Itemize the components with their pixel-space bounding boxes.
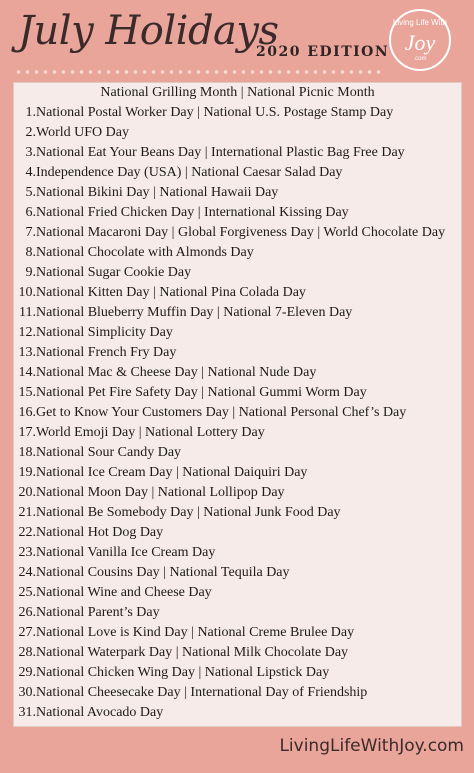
list-item <box>14 303 461 323</box>
list-item <box>14 323 461 343</box>
day-holidays: National Hot Dog Day <box>36 525 164 540</box>
day-number: 8. <box>25 245 36 260</box>
list-item <box>14 143 461 163</box>
day-holidays: Get to Know Your Customers Day | National Personal Chef’s Day <box>36 405 407 420</box>
edition-label: 2020 EDITION <box>256 44 390 60</box>
day-holidays: National Chocolate with Almonds Day <box>36 245 254 260</box>
logo-top-text: Living Life With <box>392 18 448 27</box>
day-number: 5. <box>25 185 36 200</box>
logo-sub-text: .com <box>413 56 427 62</box>
list-item <box>14 223 461 243</box>
day-holidays: National Ice Cream Day | National Daiquiri Day <box>36 465 308 480</box>
list-item <box>14 703 461 723</box>
day-number: 15. <box>18 385 36 400</box>
day-holidays: World Emoji Day | National Lottery Day <box>36 425 265 440</box>
list-item <box>14 623 461 643</box>
day-holidays: National Fried Chicken Day | International Kissing Day <box>36 205 349 220</box>
holiday-list <box>14 103 461 723</box>
day-number: 13. <box>18 345 36 360</box>
list-item <box>14 663 461 683</box>
dotted-divider <box>14 69 386 75</box>
day-number: 30. <box>18 685 36 700</box>
day-number: 6. <box>25 205 36 220</box>
list-item <box>14 583 461 603</box>
list-item <box>14 603 461 623</box>
day-number: 20. <box>18 485 36 500</box>
list-item <box>14 103 461 123</box>
day-number: 11. <box>19 305 36 320</box>
day-holidays: National Pet Fire Safety Day | National Gummi Worm Day <box>36 385 367 400</box>
day-number: 2. <box>25 125 36 140</box>
list-item <box>14 263 461 283</box>
day-number: 26. <box>18 605 36 620</box>
day-holidays: National Macaroni Day | Global Forgiveness Day | World Chocolate Day <box>36 225 446 240</box>
day-holidays: National Mac & Cheese Day | National Nude Day <box>36 365 317 380</box>
day-number: 17. <box>18 425 36 440</box>
day-holidays: National Bikini Day | National Hawaii Day <box>36 185 279 200</box>
day-holidays: National Chicken Wing Day | National Lipstick Day <box>36 665 330 680</box>
list-item <box>14 563 461 583</box>
day-holidays: National Avocado Day <box>36 705 164 720</box>
day-number: 3. <box>25 145 36 160</box>
list-item <box>14 683 461 703</box>
day-number: 14. <box>18 365 36 380</box>
list-item <box>14 123 461 143</box>
day-holidays: National Wine and Cheese Day <box>36 585 212 600</box>
day-holidays: National Vanilla Ice Cream Day <box>36 545 216 560</box>
list-item <box>14 183 461 203</box>
day-number: 12. <box>18 325 36 340</box>
list-item <box>14 523 461 543</box>
list-item <box>14 503 461 523</box>
day-holidays: National Kitten Day | National Pina Colada Day <box>36 285 306 300</box>
day-holidays: National Cheesecake Day | International Day of Friendship <box>36 685 368 700</box>
list-item <box>14 203 461 223</box>
list-item <box>14 343 461 363</box>
site-logo <box>389 9 451 71</box>
day-number: 31. <box>18 705 36 720</box>
day-holidays: National Waterpark Day | National Milk Chocolate Day <box>36 645 349 660</box>
day-number: 28. <box>18 645 36 660</box>
day-number: 29. <box>18 665 36 680</box>
day-holidays: National Simplicity Day <box>36 325 173 340</box>
day-holidays: National Sugar Cookie Day <box>36 265 192 280</box>
day-number: 18. <box>18 445 36 460</box>
day-number: 16. <box>18 405 36 420</box>
monthly-observances: National Grilling Month | National Picnic Month <box>100 85 375 100</box>
day-holidays: National Blueberry Muffin Day | National 7-Eleven Day <box>36 305 353 320</box>
header <box>0 0 474 82</box>
day-holidays: National Be Somebody Day | National Junk Food Day <box>36 505 341 520</box>
day-holidays: National Cousins Day | National Tequila Day <box>36 565 290 580</box>
list-item <box>14 463 461 483</box>
holiday-list-panel <box>13 82 462 727</box>
list-item <box>14 403 461 423</box>
day-number: 24. <box>18 565 36 580</box>
day-number: 27. <box>18 625 36 640</box>
day-holidays: National Sour Candy Day <box>36 445 182 460</box>
list-item <box>14 243 461 263</box>
list-item <box>14 643 461 663</box>
list-item <box>14 483 461 503</box>
day-holidays: National Eat Your Beans Day | International Plastic Bag Free Day <box>36 145 405 160</box>
list-item <box>14 543 461 563</box>
day-number: 23. <box>18 545 36 560</box>
day-number: 10. <box>18 285 36 300</box>
page-title: July Holidays <box>18 8 279 54</box>
list-item <box>14 163 461 183</box>
day-number: 1. <box>25 105 36 120</box>
list-item <box>14 443 461 463</box>
day-number: 4. <box>25 165 36 180</box>
list-item <box>14 423 461 443</box>
day-holidays: National Love is Kind Day | National Creme Brulee Day <box>36 625 355 640</box>
day-holidays: World UFO Day <box>36 125 129 140</box>
day-number: 19. <box>18 465 36 480</box>
list-item <box>14 383 461 403</box>
footer-website: LivingLifeWithJoy.com <box>279 736 464 756</box>
day-number: 25. <box>18 585 36 600</box>
day-holidays: Independence Day (USA) | National Caesar Salad Day <box>36 165 343 180</box>
day-holidays: National French Fry Day <box>36 345 177 360</box>
list-item <box>14 363 461 383</box>
day-holidays: National Parent’s Day <box>36 605 160 620</box>
logo-main-text: Joy <box>404 30 436 55</box>
day-number: 7. <box>25 225 36 240</box>
day-number: 21. <box>18 505 36 520</box>
day-number: 9. <box>25 265 36 280</box>
day-holidays: National Postal Worker Day | National U.S. Postage Stamp Day <box>36 105 394 120</box>
day-number: 22. <box>18 525 36 540</box>
day-holidays: National Moon Day | National Lollipop Day <box>36 485 285 500</box>
list-item <box>14 283 461 303</box>
